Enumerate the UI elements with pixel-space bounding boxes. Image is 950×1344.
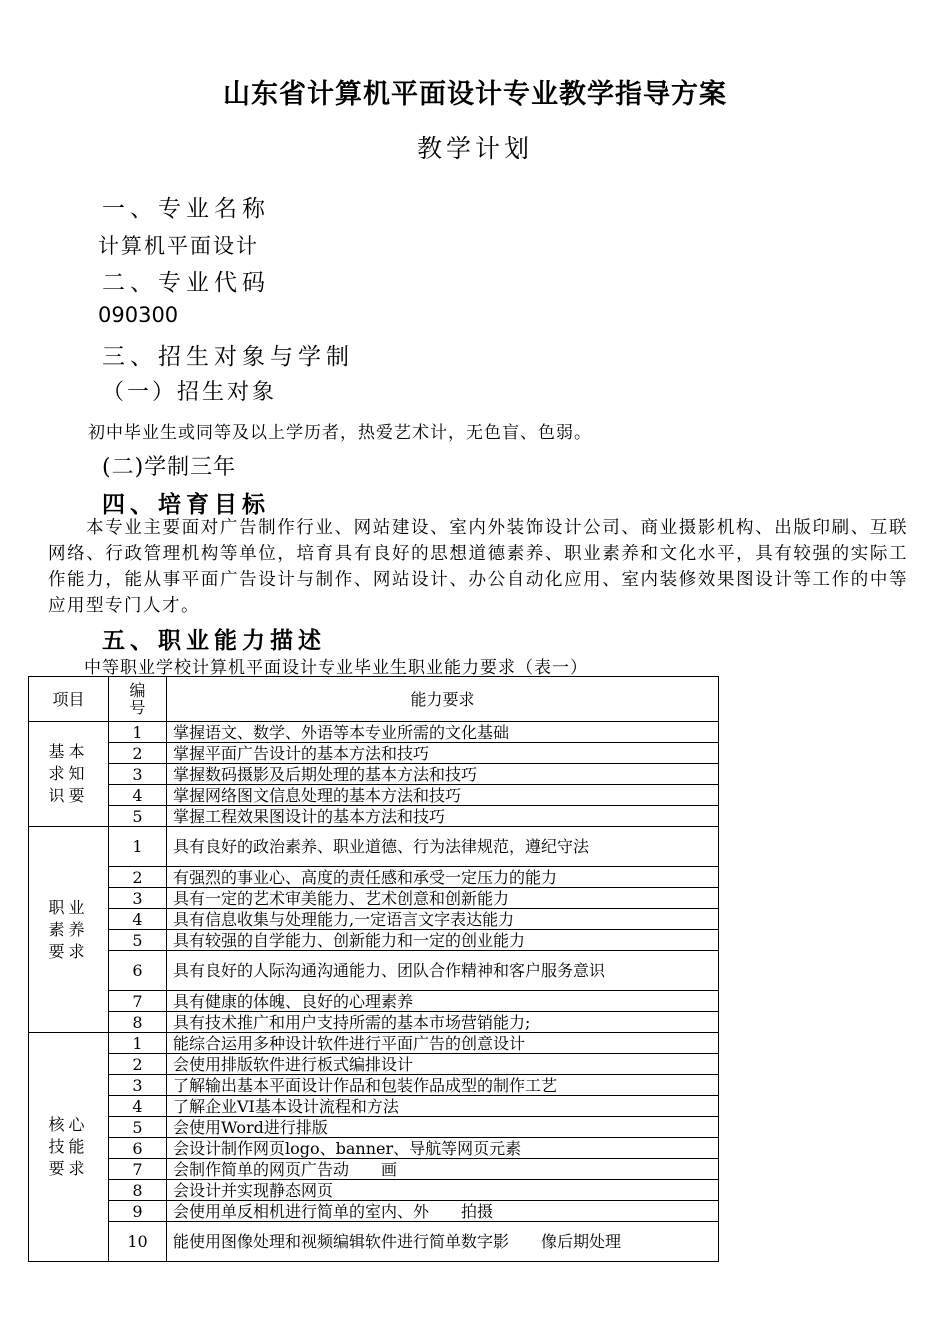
section-3-sub1-heading: （一）招生对象: [102, 380, 278, 405]
row-number-cell: 2: [109, 743, 167, 764]
requirement-text-cell: 掌握语文、数学、外语等本专业所需的文化基础: [167, 722, 719, 743]
section-3-sub2-heading: (二)学制三年: [102, 455, 237, 480]
requirement-text-cell: 具有一定的艺术审美能力、艺术创意和创新能力: [167, 888, 719, 909]
ability-requirements-table: [28, 676, 719, 1262]
table-row: [29, 1222, 719, 1262]
table-row: [29, 1180, 719, 1201]
requirement-text-cell: 具有良好的政治素养、职业道德、行为法律规范，遵纪守法: [167, 827, 719, 867]
requirement-text-cell: 具有健康的体魄、良好的心理素养: [167, 991, 719, 1012]
section-2-value: 090300: [98, 303, 179, 327]
row-number-cell: 5: [109, 806, 167, 827]
table-row: [29, 1138, 719, 1159]
row-number-cell: 2: [109, 867, 167, 888]
requirement-text-cell: 会使用单反相机进行简单的室内、外 拍摄: [167, 1201, 719, 1222]
table-row: [29, 743, 719, 764]
row-number-cell: 3: [109, 1075, 167, 1096]
enrollment-text: 初中毕业生或同等及以上学历者，热爱艺术计，无色盲、色弱。: [88, 423, 592, 443]
table-row: [29, 930, 719, 951]
group-name-cell: 基本求知识要: [29, 722, 109, 827]
section-1-heading: 一、专业名称: [102, 196, 270, 222]
row-number-cell: 5: [109, 1117, 167, 1138]
table-caption: 中等职业学校计算机平面设计专业毕业生职业能力要求（表一）: [84, 658, 588, 678]
requirement-text-cell: 能综合运用多种设计软件进行平面广告的创意设计: [167, 1033, 719, 1054]
requirement-text-cell: 具有技术推广和用户支持所需的基本市场营销能力;: [167, 1012, 719, 1033]
row-number-cell: 1: [109, 827, 167, 867]
row-number-cell: 6: [109, 951, 167, 991]
row-number-cell: 2: [109, 1054, 167, 1075]
table-row: [29, 1075, 719, 1096]
row-number-cell: 7: [109, 1159, 167, 1180]
row-number-cell: 5: [109, 930, 167, 951]
row-number-cell: 1: [109, 722, 167, 743]
requirement-text-cell: 掌握平面广告设计的基本方法和技巧: [167, 743, 719, 764]
section-3-heading: 三、招生对象与学制: [102, 344, 354, 370]
section-4-heading: 四、培育目标: [102, 491, 270, 518]
requirement-text-cell: 能使用图像处理和视频编辑软件进行简单数字影 像后期处理: [167, 1222, 719, 1262]
header-item: 项目: [29, 677, 109, 722]
section-1-value: 计算机平面设计: [98, 234, 259, 258]
row-number-cell: 6: [109, 1138, 167, 1159]
table-row: [29, 1201, 719, 1222]
table-row: [29, 722, 719, 743]
table-row: [29, 1033, 719, 1054]
requirement-text-cell: 了解输出基本平面设计作品和包装作品成型的制作工艺: [167, 1075, 719, 1096]
group-name-cell: 职业素养要求: [29, 827, 109, 1033]
row-number-cell: 4: [109, 1096, 167, 1117]
table-row: [29, 951, 719, 991]
header-requirement: 能力要求: [167, 677, 719, 722]
table-row: [29, 909, 719, 930]
table-row: [29, 806, 719, 827]
row-number-cell: 9: [109, 1201, 167, 1222]
row-number-cell: 7: [109, 991, 167, 1012]
requirement-text-cell: 会制作简单的网页广告动 画: [167, 1159, 719, 1180]
table-row: [29, 1159, 719, 1180]
requirement-text-cell: 会使用Word进行排版: [167, 1117, 719, 1138]
document-title: 山东省计算机平面设计专业教学指导方案: [223, 79, 727, 110]
row-number-cell: 4: [109, 909, 167, 930]
requirement-text-cell: 掌握工程效果图设计的基本方法和技巧: [167, 806, 719, 827]
row-number-cell: 8: [109, 1012, 167, 1033]
requirement-text-cell: 具有较强的自学能力、创新能力和一定的创业能力: [167, 930, 719, 951]
requirement-text-cell: 了解企业VI基本设计流程和方法: [167, 1096, 719, 1117]
requirement-text-cell: 会设计并实现静态网页: [167, 1180, 719, 1201]
requirement-text-cell: 掌握数码摄影及后期处理的基本方法和技巧: [167, 764, 719, 785]
row-number-cell: 8: [109, 1180, 167, 1201]
requirement-text-cell: 有强烈的事业心、高度的责任感和承受一定压力的能力: [167, 867, 719, 888]
section-5-heading: 五、职业能力描述: [102, 627, 326, 654]
table-row: [29, 1012, 719, 1033]
table-row: [29, 867, 719, 888]
header-number: 编号: [109, 677, 167, 722]
table-row: [29, 1117, 719, 1138]
row-number-cell: 10: [109, 1222, 167, 1262]
requirement-text-cell: 具有良好的人际沟通沟通能力、团队合作精神和客户服务意识: [167, 951, 719, 991]
requirement-text-cell: 会设计制作网页logo、banner、导航等网页元素: [167, 1138, 719, 1159]
requirement-text-cell: 掌握网络图文信息处理的基本方法和技巧: [167, 785, 719, 806]
requirement-text-cell: 具有信息收集与处理能力,一定语言文字表达能力: [167, 909, 719, 930]
table-header-row: [29, 677, 719, 722]
row-number-cell: 4: [109, 785, 167, 806]
table-row: [29, 764, 719, 785]
row-number-cell: 3: [109, 888, 167, 909]
table-row: [29, 1054, 719, 1075]
group-name-cell: 核心技能要求: [29, 1033, 109, 1262]
row-number-cell: 3: [109, 764, 167, 785]
table-row: [29, 991, 719, 1012]
training-goal-paragraph: 本专业主要面对广告制作行业、网站建设、室内外装饰设计公司、商业摄影机构、出版印刷、互联网络、行政管理机构等单位，培育具有良好的思想道德素养、职业素养和文化水平，具有较强的实际工作能力，能从事平面广告设计与制作、网站设计、办公自动化应用、室内装修效果图设计等工作的中等应用型专门人才。: [48, 518, 908, 616]
table-row: [29, 888, 719, 909]
section-2-heading: 二、专业代码: [102, 270, 270, 296]
table-row: [29, 1096, 719, 1117]
requirement-text-cell: 会使用排版软件进行板式编排设计: [167, 1054, 719, 1075]
row-number-cell: 1: [109, 1033, 167, 1054]
document-subtitle: 教学计划: [416, 134, 533, 163]
table-row: [29, 785, 719, 806]
table-row: [29, 827, 719, 867]
